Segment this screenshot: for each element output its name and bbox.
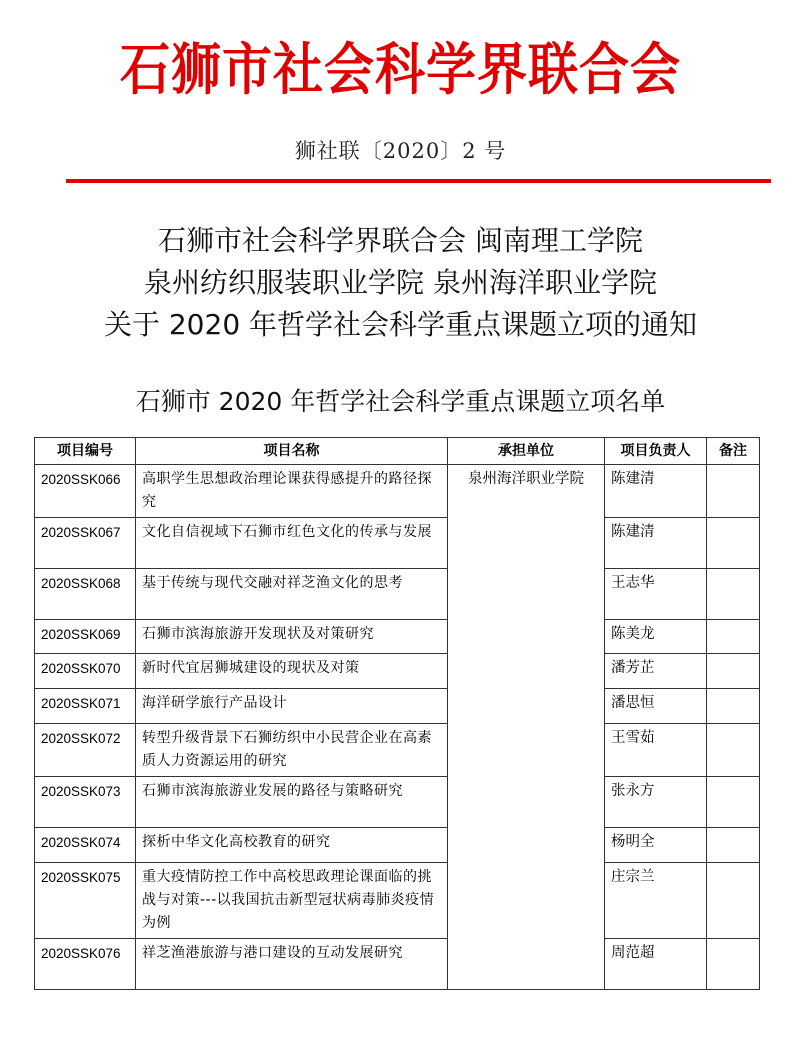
unit-cell: 泉州海洋职业学院	[448, 465, 605, 990]
project-id: 2020SSK075	[35, 863, 136, 939]
table-row	[35, 777, 760, 828]
project-id: 2020SSK074	[35, 828, 136, 863]
header-lead: 项目负责人	[605, 438, 707, 465]
project-lead: 张永方	[605, 777, 707, 828]
notice-title-line-3: 关于 2020 年哲学社会科学重点课题立项的通知	[103, 308, 698, 341]
header-project-id: 项目编号	[35, 438, 136, 465]
project-note	[707, 828, 760, 863]
notice-title	[0, 220, 801, 346]
project-name: 高职学生思想政治理论课获得感提升的路径探究	[136, 465, 448, 518]
header-note: 备注	[707, 438, 760, 465]
table-row	[35, 620, 760, 654]
project-id: 2020SSK076	[35, 939, 136, 990]
project-lead: 庄宗兰	[605, 863, 707, 939]
table-row	[35, 689, 760, 724]
project-name: 石狮市滨海旅游开发现状及对策研究	[136, 620, 448, 654]
project-note	[707, 620, 760, 654]
project-lead: 潘思恒	[605, 689, 707, 724]
table-row	[35, 863, 760, 939]
project-id: 2020SSK071	[35, 689, 136, 724]
project-id: 2020SSK073	[35, 777, 136, 828]
project-id: 2020SSK072	[35, 724, 136, 777]
table-row	[35, 465, 760, 518]
project-note	[707, 654, 760, 689]
header-unit: 承担单位	[448, 438, 605, 465]
table-row	[35, 828, 760, 863]
list-title: 石狮市 2020 年哲学社会科学重点课题立项名单	[135, 387, 666, 416]
project-name: 探析中华文化高校教育的研究	[136, 828, 448, 863]
project-name: 新时代宜居狮城建设的现状及对策	[136, 654, 448, 689]
table-row	[35, 569, 760, 620]
table-header-row	[35, 438, 760, 465]
notice-title-line-1: 石狮市社会科学界联合会 闽南理工学院	[158, 224, 643, 257]
project-lead: 杨明全	[605, 828, 707, 863]
project-name: 转型升级背景下石狮纺织中小民营企业在高素质人力资源运用的研究	[136, 724, 448, 777]
project-note	[707, 863, 760, 939]
project-id: 2020SSK066	[35, 465, 136, 518]
project-name: 祥芝渔港旅游与港口建设的互动发展研究	[136, 939, 448, 990]
project-note	[707, 518, 760, 569]
project-lead: 陈建清	[605, 518, 707, 569]
project-note	[707, 939, 760, 990]
table-row	[35, 939, 760, 990]
project-lead: 潘芳芷	[605, 654, 707, 689]
project-note	[707, 569, 760, 620]
project-name: 海洋研学旅行产品设计	[136, 689, 448, 724]
project-lead: 王雪茹	[605, 724, 707, 777]
project-name: 石狮市滨海旅游业发展的路径与策略研究	[136, 777, 448, 828]
project-lead: 周范超	[605, 939, 707, 990]
project-table	[34, 437, 760, 990]
notice-title-line-2: 泉州纺织服装职业学院 泉州海洋职业学院	[144, 266, 657, 299]
project-lead: 王志华	[605, 569, 707, 620]
project-id: 2020SSK069	[35, 620, 136, 654]
header-project-name: 项目名称	[136, 438, 448, 465]
red-divider	[66, 179, 771, 183]
project-lead: 陈美龙	[605, 620, 707, 654]
project-note	[707, 724, 760, 777]
project-name: 重大疫情防控工作中高校思政理论课面临的挑战与对策---以我国抗击新型冠状病毒肺炎疫情为例	[136, 863, 448, 939]
project-id: 2020SSK068	[35, 569, 136, 620]
table-row	[35, 654, 760, 689]
project-note	[707, 689, 760, 724]
table-row	[35, 518, 760, 569]
project-name: 文化自信视域下石狮市红色文化的传承与发展	[136, 518, 448, 569]
table-row	[35, 724, 760, 777]
doc-number: 狮社联〔2020〕2 号	[294, 139, 507, 163]
project-note	[707, 777, 760, 828]
project-name: 基于传统与现代交融对祥芝渔文化的思考	[136, 569, 448, 620]
project-note	[707, 465, 760, 518]
org-title: 石狮市社会科学界联合会	[120, 37, 681, 103]
project-lead: 陈建清	[605, 465, 707, 518]
project-id: 2020SSK067	[35, 518, 136, 569]
project-id: 2020SSK070	[35, 654, 136, 689]
